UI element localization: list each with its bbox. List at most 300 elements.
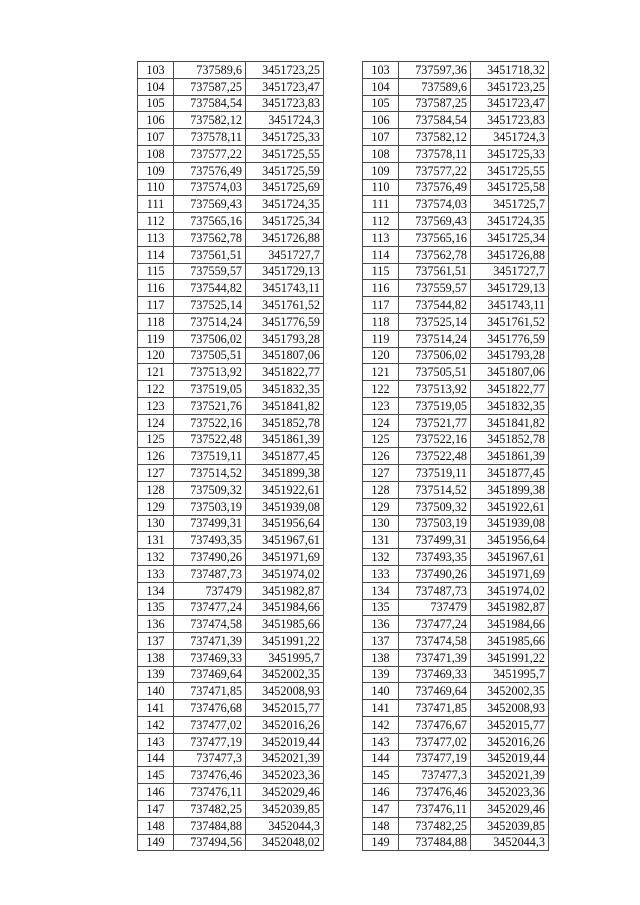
x-coordinate-cell: 737471,85 (174, 683, 246, 700)
x-coordinate-cell: 737476,46 (399, 784, 471, 801)
point-number-cell: 122 (363, 381, 399, 398)
x-coordinate-cell: 737476,67 (399, 717, 471, 734)
y-coordinate-cell: 3451852,78 (246, 414, 324, 431)
point-number-cell: 131 (138, 532, 174, 549)
point-number-cell: 147 (363, 801, 399, 818)
y-coordinate-cell: 3451967,61 (246, 532, 324, 549)
table-row (363, 347, 549, 364)
point-number-cell: 133 (363, 565, 399, 582)
x-coordinate-cell: 737521,77 (399, 414, 471, 431)
point-number-cell: 112 (138, 213, 174, 230)
table-row (138, 465, 324, 482)
y-coordinate-cell: 3452021,39 (246, 750, 324, 767)
table-row (363, 683, 549, 700)
y-coordinate-cell: 3451725,55 (246, 145, 324, 162)
y-coordinate-cell: 3451724,35 (471, 213, 549, 230)
y-coordinate-cell: 3451807,06 (246, 347, 324, 364)
y-coordinate-cell: 3451724,3 (471, 129, 549, 146)
y-coordinate-cell: 3451776,59 (471, 330, 549, 347)
y-coordinate-cell: 3452039,85 (471, 817, 549, 834)
x-coordinate-cell: 737561,51 (399, 263, 471, 280)
point-number-cell: 117 (363, 297, 399, 314)
point-number-cell: 106 (363, 112, 399, 129)
x-coordinate-cell: 737584,54 (174, 95, 246, 112)
y-coordinate-cell: 3451793,28 (471, 347, 549, 364)
point-number-cell: 107 (138, 129, 174, 146)
table-row (363, 162, 549, 179)
point-number-cell: 114 (363, 246, 399, 263)
point-number-cell: 145 (138, 767, 174, 784)
x-coordinate-cell: 737519,05 (399, 397, 471, 414)
table-row (363, 565, 549, 582)
table-row (138, 649, 324, 666)
y-coordinate-cell: 3451967,61 (471, 549, 549, 566)
table-row (138, 599, 324, 616)
x-coordinate-cell: 737569,43 (174, 196, 246, 213)
point-number-cell: 141 (138, 700, 174, 717)
x-coordinate-cell: 737476,11 (174, 784, 246, 801)
y-coordinate-cell: 3451723,25 (246, 62, 324, 79)
x-coordinate-cell: 737559,57 (399, 280, 471, 297)
table-row (138, 481, 324, 498)
point-number-cell: 105 (138, 95, 174, 112)
y-coordinate-cell: 3451982,87 (471, 599, 549, 616)
y-coordinate-cell: 3451939,08 (471, 515, 549, 532)
point-number-cell: 134 (363, 582, 399, 599)
table-row (363, 733, 549, 750)
table-row (138, 196, 324, 213)
table-row (138, 515, 324, 532)
y-coordinate-cell: 3451807,06 (471, 364, 549, 381)
y-coordinate-cell: 3451727,7 (471, 263, 549, 280)
point-number-cell: 130 (363, 515, 399, 532)
table-row (138, 834, 324, 851)
x-coordinate-cell: 737471,39 (174, 633, 246, 650)
point-number-cell: 140 (363, 683, 399, 700)
x-coordinate-cell: 737544,82 (174, 280, 246, 297)
y-coordinate-cell: 3451832,35 (471, 397, 549, 414)
table-row (363, 246, 549, 263)
y-coordinate-cell: 3451971,69 (471, 565, 549, 582)
table-row (138, 78, 324, 95)
x-coordinate-cell: 737576,49 (174, 162, 246, 179)
table-row (363, 750, 549, 767)
x-coordinate-cell: 737477,3 (399, 767, 471, 784)
point-number-cell: 105 (363, 95, 399, 112)
table-row (138, 767, 324, 784)
y-coordinate-cell: 3451974,02 (246, 565, 324, 582)
point-number-cell: 109 (138, 162, 174, 179)
y-coordinate-cell: 3451982,87 (246, 582, 324, 599)
x-coordinate-cell: 737513,92 (174, 364, 246, 381)
table-row (363, 817, 549, 834)
y-coordinate-cell: 3451995,7 (471, 666, 549, 683)
y-coordinate-cell: 3451939,08 (246, 498, 324, 515)
point-number-cell: 118 (363, 313, 399, 330)
table-row (138, 717, 324, 734)
point-number-cell: 113 (363, 229, 399, 246)
y-coordinate-cell: 3451832,35 (246, 381, 324, 398)
table-row (363, 448, 549, 465)
table-row (138, 129, 324, 146)
y-coordinate-cell: 3452029,46 (471, 801, 549, 818)
point-number-cell: 110 (363, 179, 399, 196)
x-coordinate-cell: 737544,82 (399, 297, 471, 314)
point-number-cell: 116 (138, 280, 174, 297)
y-coordinate-cell: 3451725,59 (246, 162, 324, 179)
x-coordinate-cell: 737484,88 (399, 834, 471, 851)
y-coordinate-cell: 3451723,83 (246, 95, 324, 112)
x-coordinate-cell: 737597,36 (399, 62, 471, 79)
x-coordinate-cell: 737519,05 (174, 381, 246, 398)
y-coordinate-cell: 3452029,46 (246, 784, 324, 801)
x-coordinate-cell: 737522,48 (399, 448, 471, 465)
point-number-cell: 114 (138, 246, 174, 263)
x-coordinate-cell: 737559,57 (174, 263, 246, 280)
x-coordinate-cell: 737477,3 (174, 750, 246, 767)
point-number-cell: 124 (138, 414, 174, 431)
coordinates-table-right-body (363, 62, 549, 851)
table-row (138, 666, 324, 683)
table-row (363, 381, 549, 398)
table-row (138, 162, 324, 179)
table-row (363, 649, 549, 666)
x-coordinate-cell: 737493,35 (399, 549, 471, 566)
x-coordinate-cell: 737582,12 (399, 129, 471, 146)
point-number-cell: 149 (363, 834, 399, 851)
point-number-cell: 146 (363, 784, 399, 801)
table-row (138, 784, 324, 801)
coordinates-table-right (362, 61, 549, 851)
y-coordinate-cell: 3452015,77 (246, 700, 324, 717)
table-row (363, 515, 549, 532)
y-coordinate-cell: 3451725,55 (471, 162, 549, 179)
x-coordinate-cell: 737589,6 (399, 78, 471, 95)
x-coordinate-cell: 737471,39 (399, 649, 471, 666)
point-number-cell: 119 (138, 330, 174, 347)
point-number-cell: 122 (138, 381, 174, 398)
y-coordinate-cell: 3451985,66 (471, 633, 549, 650)
point-number-cell: 120 (363, 347, 399, 364)
table-row (138, 733, 324, 750)
point-number-cell: 112 (363, 213, 399, 230)
table-row (363, 196, 549, 213)
y-coordinate-cell: 3451729,13 (471, 280, 549, 297)
y-coordinate-cell: 3451726,88 (246, 229, 324, 246)
x-coordinate-cell: 737471,85 (399, 700, 471, 717)
x-coordinate-cell: 737589,6 (174, 62, 246, 79)
x-coordinate-cell: 737477,24 (399, 616, 471, 633)
table-row (363, 213, 549, 230)
table-row (363, 112, 549, 129)
y-coordinate-cell: 3451822,77 (246, 364, 324, 381)
x-coordinate-cell: 737506,02 (174, 330, 246, 347)
x-coordinate-cell: 737469,64 (399, 683, 471, 700)
x-coordinate-cell: 737578,11 (399, 145, 471, 162)
x-coordinate-cell: 737574,03 (174, 179, 246, 196)
x-coordinate-cell: 737582,12 (174, 112, 246, 129)
y-coordinate-cell: 3451974,02 (471, 582, 549, 599)
y-coordinate-cell: 3451985,66 (246, 616, 324, 633)
y-coordinate-cell: 3451729,13 (246, 263, 324, 280)
y-coordinate-cell: 3451726,88 (471, 246, 549, 263)
point-number-cell: 134 (138, 582, 174, 599)
table-row (138, 750, 324, 767)
x-coordinate-cell: 737565,16 (399, 229, 471, 246)
point-number-cell: 104 (363, 78, 399, 95)
point-number-cell: 121 (138, 364, 174, 381)
y-coordinate-cell: 3451984,66 (471, 616, 549, 633)
x-coordinate-cell: 737469,33 (399, 666, 471, 683)
table-row (363, 280, 549, 297)
y-coordinate-cell: 3451971,69 (246, 549, 324, 566)
x-coordinate-cell: 737561,51 (174, 246, 246, 263)
table-row (363, 801, 549, 818)
point-number-cell: 107 (363, 129, 399, 146)
x-coordinate-cell: 737490,26 (399, 565, 471, 582)
table-row (363, 397, 549, 414)
point-number-cell: 138 (138, 649, 174, 666)
table-row (138, 700, 324, 717)
point-number-cell: 127 (363, 465, 399, 482)
x-coordinate-cell: 737476,68 (174, 700, 246, 717)
x-coordinate-cell: 737574,03 (399, 196, 471, 213)
point-number-cell: 111 (138, 196, 174, 213)
point-number-cell: 126 (138, 448, 174, 465)
table-row (363, 532, 549, 549)
x-coordinate-cell: 737479 (174, 582, 246, 599)
y-coordinate-cell: 3451922,61 (471, 498, 549, 515)
y-coordinate-cell: 3451852,78 (471, 431, 549, 448)
point-number-cell: 138 (363, 649, 399, 666)
y-coordinate-cell: 3451877,45 (246, 448, 324, 465)
point-number-cell: 130 (138, 515, 174, 532)
x-coordinate-cell: 737474,58 (174, 616, 246, 633)
table-row (138, 179, 324, 196)
point-number-cell: 129 (138, 498, 174, 515)
y-coordinate-cell: 3452044,3 (471, 834, 549, 851)
x-coordinate-cell: 737513,92 (399, 381, 471, 398)
y-coordinate-cell: 3451725,7 (471, 196, 549, 213)
y-coordinate-cell: 3452008,93 (471, 700, 549, 717)
table-row (363, 145, 549, 162)
y-coordinate-cell: 3452044,3 (246, 817, 324, 834)
x-coordinate-cell: 737525,14 (399, 313, 471, 330)
y-coordinate-cell: 3451991,22 (246, 633, 324, 650)
table-row (138, 565, 324, 582)
point-number-cell: 135 (138, 599, 174, 616)
x-coordinate-cell: 737514,52 (399, 481, 471, 498)
table-row (363, 465, 549, 482)
point-number-cell: 129 (363, 498, 399, 515)
y-coordinate-cell: 3451727,7 (246, 246, 324, 263)
x-coordinate-cell: 737587,25 (174, 78, 246, 95)
table-row (138, 246, 324, 263)
table-row (363, 179, 549, 196)
table-row (363, 498, 549, 515)
y-coordinate-cell: 3451956,64 (246, 515, 324, 532)
x-coordinate-cell: 737494,56 (174, 834, 246, 851)
y-coordinate-cell: 3451793,28 (246, 330, 324, 347)
point-number-cell: 132 (138, 549, 174, 566)
y-coordinate-cell: 3451725,33 (471, 145, 549, 162)
point-number-cell: 108 (363, 145, 399, 162)
table-row (138, 95, 324, 112)
y-coordinate-cell: 3451956,64 (471, 532, 549, 549)
point-number-cell: 137 (363, 633, 399, 650)
x-coordinate-cell: 737565,16 (174, 213, 246, 230)
y-coordinate-cell: 3452002,35 (471, 683, 549, 700)
coordinates-table-left (137, 61, 324, 851)
table-row (363, 330, 549, 347)
y-coordinate-cell: 3451861,39 (471, 448, 549, 465)
table-row (138, 817, 324, 834)
point-number-cell: 117 (138, 297, 174, 314)
point-number-cell: 140 (138, 683, 174, 700)
point-number-cell: 115 (138, 263, 174, 280)
point-number-cell: 128 (363, 481, 399, 498)
x-coordinate-cell: 737578,11 (174, 129, 246, 146)
table-row (138, 330, 324, 347)
table-row (138, 616, 324, 633)
y-coordinate-cell: 3451995,7 (246, 649, 324, 666)
table-row (138, 229, 324, 246)
table-row (138, 549, 324, 566)
point-number-cell: 137 (138, 633, 174, 650)
x-coordinate-cell: 737499,31 (399, 532, 471, 549)
table-row (138, 347, 324, 364)
table-row (138, 145, 324, 162)
table-row (363, 364, 549, 381)
table-row (138, 498, 324, 515)
point-number-cell: 136 (138, 616, 174, 633)
y-coordinate-cell: 3451743,11 (246, 280, 324, 297)
table-row (138, 313, 324, 330)
y-coordinate-cell: 3451723,25 (471, 78, 549, 95)
point-number-cell: 142 (363, 717, 399, 734)
x-coordinate-cell: 737490,26 (174, 549, 246, 566)
y-coordinate-cell: 3451723,47 (471, 95, 549, 112)
point-number-cell: 148 (138, 817, 174, 834)
x-coordinate-cell: 737577,22 (399, 162, 471, 179)
table-row (363, 263, 549, 280)
x-coordinate-cell: 737577,22 (174, 145, 246, 162)
x-coordinate-cell: 737519,11 (399, 465, 471, 482)
x-coordinate-cell: 737505,51 (399, 364, 471, 381)
y-coordinate-cell: 3451724,3 (246, 112, 324, 129)
point-number-cell: 103 (138, 62, 174, 79)
table-row (363, 834, 549, 851)
x-coordinate-cell: 737576,49 (399, 179, 471, 196)
table-row (363, 95, 549, 112)
y-coordinate-cell: 3451725,34 (246, 213, 324, 230)
y-coordinate-cell: 3451822,77 (471, 381, 549, 398)
point-number-cell: 116 (363, 280, 399, 297)
x-coordinate-cell: 737469,64 (174, 666, 246, 683)
x-coordinate-cell: 737476,46 (174, 767, 246, 784)
table-row (363, 78, 549, 95)
point-number-cell: 144 (363, 750, 399, 767)
point-number-cell: 109 (363, 162, 399, 179)
y-coordinate-cell: 3451841,82 (246, 397, 324, 414)
x-coordinate-cell: 737503,19 (399, 515, 471, 532)
table-row (138, 263, 324, 280)
x-coordinate-cell: 737587,25 (399, 95, 471, 112)
x-coordinate-cell: 737487,73 (174, 565, 246, 582)
x-coordinate-cell: 737514,24 (174, 313, 246, 330)
table-row (363, 666, 549, 683)
x-coordinate-cell: 737477,19 (174, 733, 246, 750)
x-coordinate-cell: 737482,25 (174, 801, 246, 818)
x-coordinate-cell: 737477,02 (174, 717, 246, 734)
point-number-cell: 103 (363, 62, 399, 79)
y-coordinate-cell: 3451725,33 (246, 129, 324, 146)
point-number-cell: 148 (363, 817, 399, 834)
coordinates-table-left-body (138, 62, 324, 851)
y-coordinate-cell: 3451761,52 (246, 297, 324, 314)
point-number-cell: 149 (138, 834, 174, 851)
x-coordinate-cell: 737499,31 (174, 515, 246, 532)
x-coordinate-cell: 737562,78 (174, 229, 246, 246)
y-coordinate-cell: 3452015,77 (471, 717, 549, 734)
table-row (363, 784, 549, 801)
point-number-cell: 115 (363, 263, 399, 280)
point-number-cell: 145 (363, 767, 399, 784)
table-row (363, 549, 549, 566)
x-coordinate-cell: 737521,76 (174, 397, 246, 414)
point-number-cell: 126 (363, 448, 399, 465)
table-row (363, 481, 549, 498)
y-coordinate-cell: 3452021,39 (471, 767, 549, 784)
y-coordinate-cell: 3452039,85 (246, 801, 324, 818)
table-row (138, 532, 324, 549)
table-row (138, 364, 324, 381)
point-number-cell: 123 (363, 397, 399, 414)
table-row (363, 62, 549, 79)
y-coordinate-cell: 3451718,32 (471, 62, 549, 79)
y-coordinate-cell: 3452008,93 (246, 683, 324, 700)
table-row (138, 297, 324, 314)
x-coordinate-cell: 737514,24 (399, 330, 471, 347)
y-coordinate-cell: 3451723,83 (471, 112, 549, 129)
y-coordinate-cell: 3452019,44 (471, 750, 549, 767)
point-number-cell: 111 (363, 196, 399, 213)
x-coordinate-cell: 737514,52 (174, 465, 246, 482)
point-number-cell: 125 (363, 431, 399, 448)
y-coordinate-cell: 3451861,39 (246, 431, 324, 448)
table-row (363, 129, 549, 146)
point-number-cell: 135 (363, 599, 399, 616)
table-row (138, 213, 324, 230)
point-number-cell: 104 (138, 78, 174, 95)
y-coordinate-cell: 3452016,26 (246, 717, 324, 734)
x-coordinate-cell: 737509,32 (399, 498, 471, 515)
x-coordinate-cell: 737479 (399, 599, 471, 616)
point-number-cell: 118 (138, 313, 174, 330)
table-row (363, 297, 549, 314)
point-number-cell: 110 (138, 179, 174, 196)
x-coordinate-cell: 737477,02 (399, 733, 471, 750)
point-number-cell: 120 (138, 347, 174, 364)
x-coordinate-cell: 737469,33 (174, 649, 246, 666)
y-coordinate-cell: 3452048,02 (246, 834, 324, 851)
point-number-cell: 143 (138, 733, 174, 750)
table-row (138, 801, 324, 818)
point-number-cell: 132 (363, 549, 399, 566)
x-coordinate-cell: 737487,73 (399, 582, 471, 599)
y-coordinate-cell: 3451899,38 (246, 465, 324, 482)
point-number-cell: 108 (138, 145, 174, 162)
